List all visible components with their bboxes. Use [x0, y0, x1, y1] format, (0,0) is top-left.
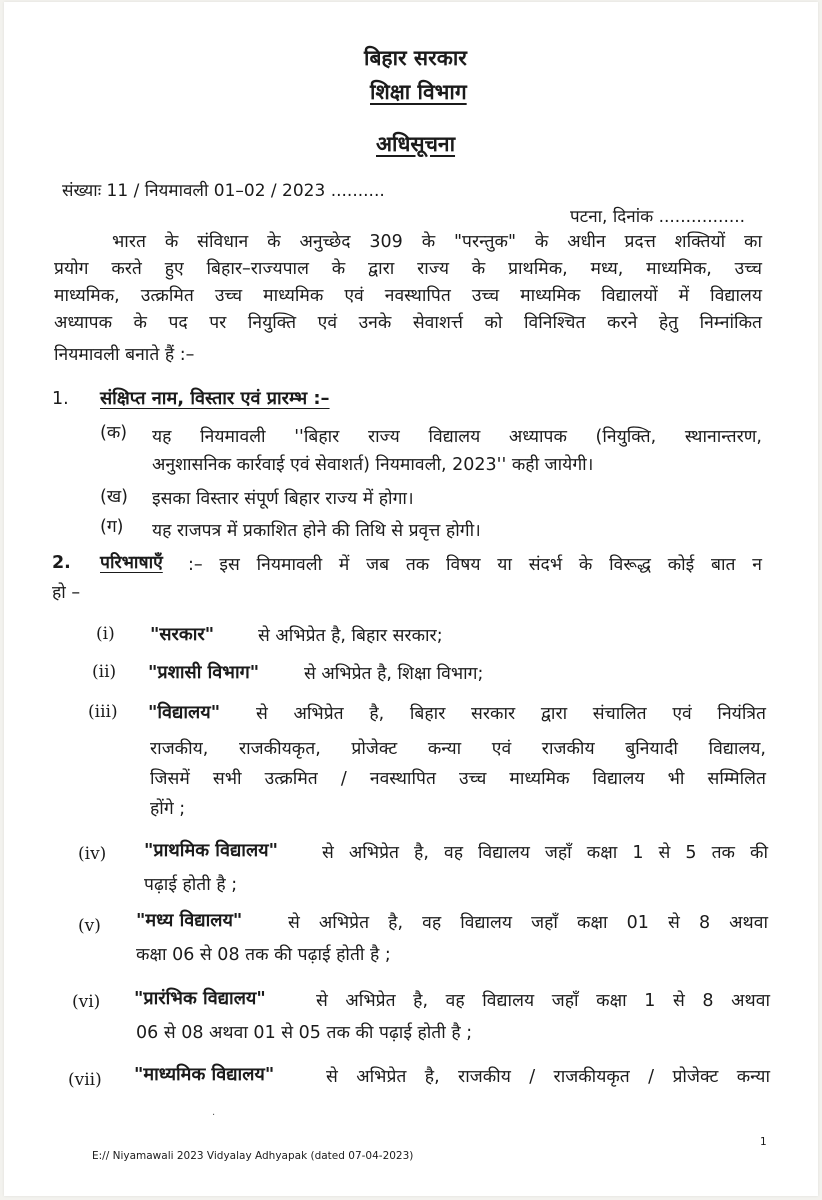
preamble-line-4: अध्यापक के पद पर नियुक्ति एवं उनके सेवाशर्त्त को विनिश्चित करने हेतु निम्नांकित [54, 313, 762, 333]
def-iv-marker: (iv) [78, 844, 107, 864]
notification-title: अधिसूचना [376, 132, 456, 156]
def-iv-line-1: से अभिप्रेत है, वह विद्यालय जहाँ कक्षा 1 से 5 तक की [322, 843, 768, 863]
section-2-intro: :– इस नियमावली में जब तक विषय या संदर्भ के विरूद्ध कोई बात न [188, 555, 762, 575]
def-i-marker: (i) [96, 624, 115, 644]
def-vii-term: "माध्यमिक विद्यालय" [134, 1064, 275, 1085]
preamble-line-5: नियमावली बनाते हैं :– [54, 345, 195, 365]
section-2-number: 2. [52, 553, 71, 573]
def-v-term: "मध्य विद्यालय" [136, 910, 243, 931]
item-ka-line-2: अनुशासनिक कार्रवाई एवं सेवाशर्त) नियमावली, 2023'' कही जायेगी। [152, 455, 594, 475]
footer-file-path: E:// Niyamawali 2023 Vidyalay Adhyapak (dated 07-04-2023) [92, 1150, 414, 1162]
section-1-title: संक्षिप्त नाम, विस्तार एवं प्रारम्भ :– [100, 388, 330, 409]
item-ka-marker: (क) [100, 423, 128, 443]
def-iv-line-2: पढ़ाई होती है ; [144, 875, 238, 895]
reference-number: संख्याः 11 / नियमावली 01–02 / 2023 .......... [62, 181, 385, 201]
def-iii-line-3: जिसमें सभी उत्क्रमित / नवस्थापित उच्च माध्यमिक विद्यालय भी सम्मिलित [150, 769, 766, 789]
item-kha-line-1: इसका विस्तार संपूर्ण बिहार राज्य में होगा। [152, 489, 414, 509]
department-name: शिक्षा विभाग [370, 80, 467, 104]
def-vi-marker: (vi) [72, 992, 101, 1012]
def-vi-term: "प्रारंभिक विद्यालय" [134, 988, 266, 1009]
document-page [4, 2, 818, 1196]
page-number: 1 [760, 1136, 767, 1148]
preamble-line-2: प्रयोग करते हुए बिहार–राज्यपाल के द्वारा राज्य के प्राथमिक, मध्य, माध्यमिक, उच्च [54, 259, 762, 279]
item-ka-line-1: यह नियमावली ''बिहार राज्य विद्यालय अध्यापक (नियुक्ति, स्थानान्तरण, [152, 427, 762, 447]
def-i-term: "सरकार" [150, 624, 215, 645]
government-name: बिहार सरकार [364, 46, 467, 70]
item-ga-line-1: यह राजपत्र में प्रकाशित होने की तिथि से प्रवृत्त होगी। [152, 521, 481, 541]
def-iii-term: "विद्यालय" [148, 702, 221, 723]
def-ii-term: "प्रशासी विभाग" [148, 662, 260, 683]
def-iii-line-1: से अभिप्रेत है, बिहार सरकार द्वारा संचालित एवं नियंत्रित [256, 704, 766, 724]
preamble-line-1: भारत के संविधान के अनुच्छेद 309 के "परन्तुक" के अधीन प्रदत्त शक्तियों का [112, 232, 762, 252]
def-v-marker: (v) [78, 916, 101, 936]
def-vii-marker: (vii) [68, 1070, 102, 1090]
def-iii-line-4: होंगे ; [150, 799, 186, 819]
section-1-number: 1. [52, 389, 69, 409]
preamble-line-3: माध्यमिक, उत्क्रमित उच्च माध्यमिक एवं नवस्थापित उच्च माध्यमिक विद्यालयों में विद्यालय [54, 286, 762, 306]
item-ga-marker: (ग) [100, 517, 124, 537]
item-kha-marker: (ख) [100, 487, 128, 507]
def-ii-line-1: से अभिप्रेत है, शिक्षा विभाग; [304, 664, 484, 684]
place-date: पटना, दिनांक ................ [570, 207, 746, 227]
def-v-line-1: से अभिप्रेत है, वह विद्यालय जहाँ कक्षा 01 से 8 अथवा [288, 913, 768, 933]
def-i-line-1: से अभिप्रेत है, बिहार सरकार; [258, 626, 443, 646]
def-v-line-2: कक्षा 06 से 08 तक की पढ़ाई होती है ; [136, 945, 391, 965]
def-vi-line-2: 06 से 08 अथवा 01 से 05 तक की पढ़ाई होती है ; [136, 1023, 473, 1043]
section-2-intro-cont: हो – [52, 583, 81, 603]
def-iii-line-2: राजकीय, राजकीयकृत, प्रोजेक्ट कन्या एवं राजकीय बुनियादी विद्यालय, [150, 739, 766, 759]
def-iii-marker: (iii) [88, 702, 118, 722]
def-ii-marker: (ii) [92, 662, 117, 682]
def-vi-line-1: से अभिप्रेत है, वह विद्यालय जहाँ कक्षा 1 से 8 अथवा [316, 991, 770, 1011]
section-2-title: परिभाषाएँ [100, 553, 163, 573]
scan-speck: · [212, 1110, 216, 1121]
def-iv-term: "प्राथमिक विद्यालय" [144, 840, 278, 861]
def-vii-line-1: से अभिप्रेत है, राजकीय / राजकीयकृत / प्रोजेक्ट कन्या [326, 1067, 770, 1087]
